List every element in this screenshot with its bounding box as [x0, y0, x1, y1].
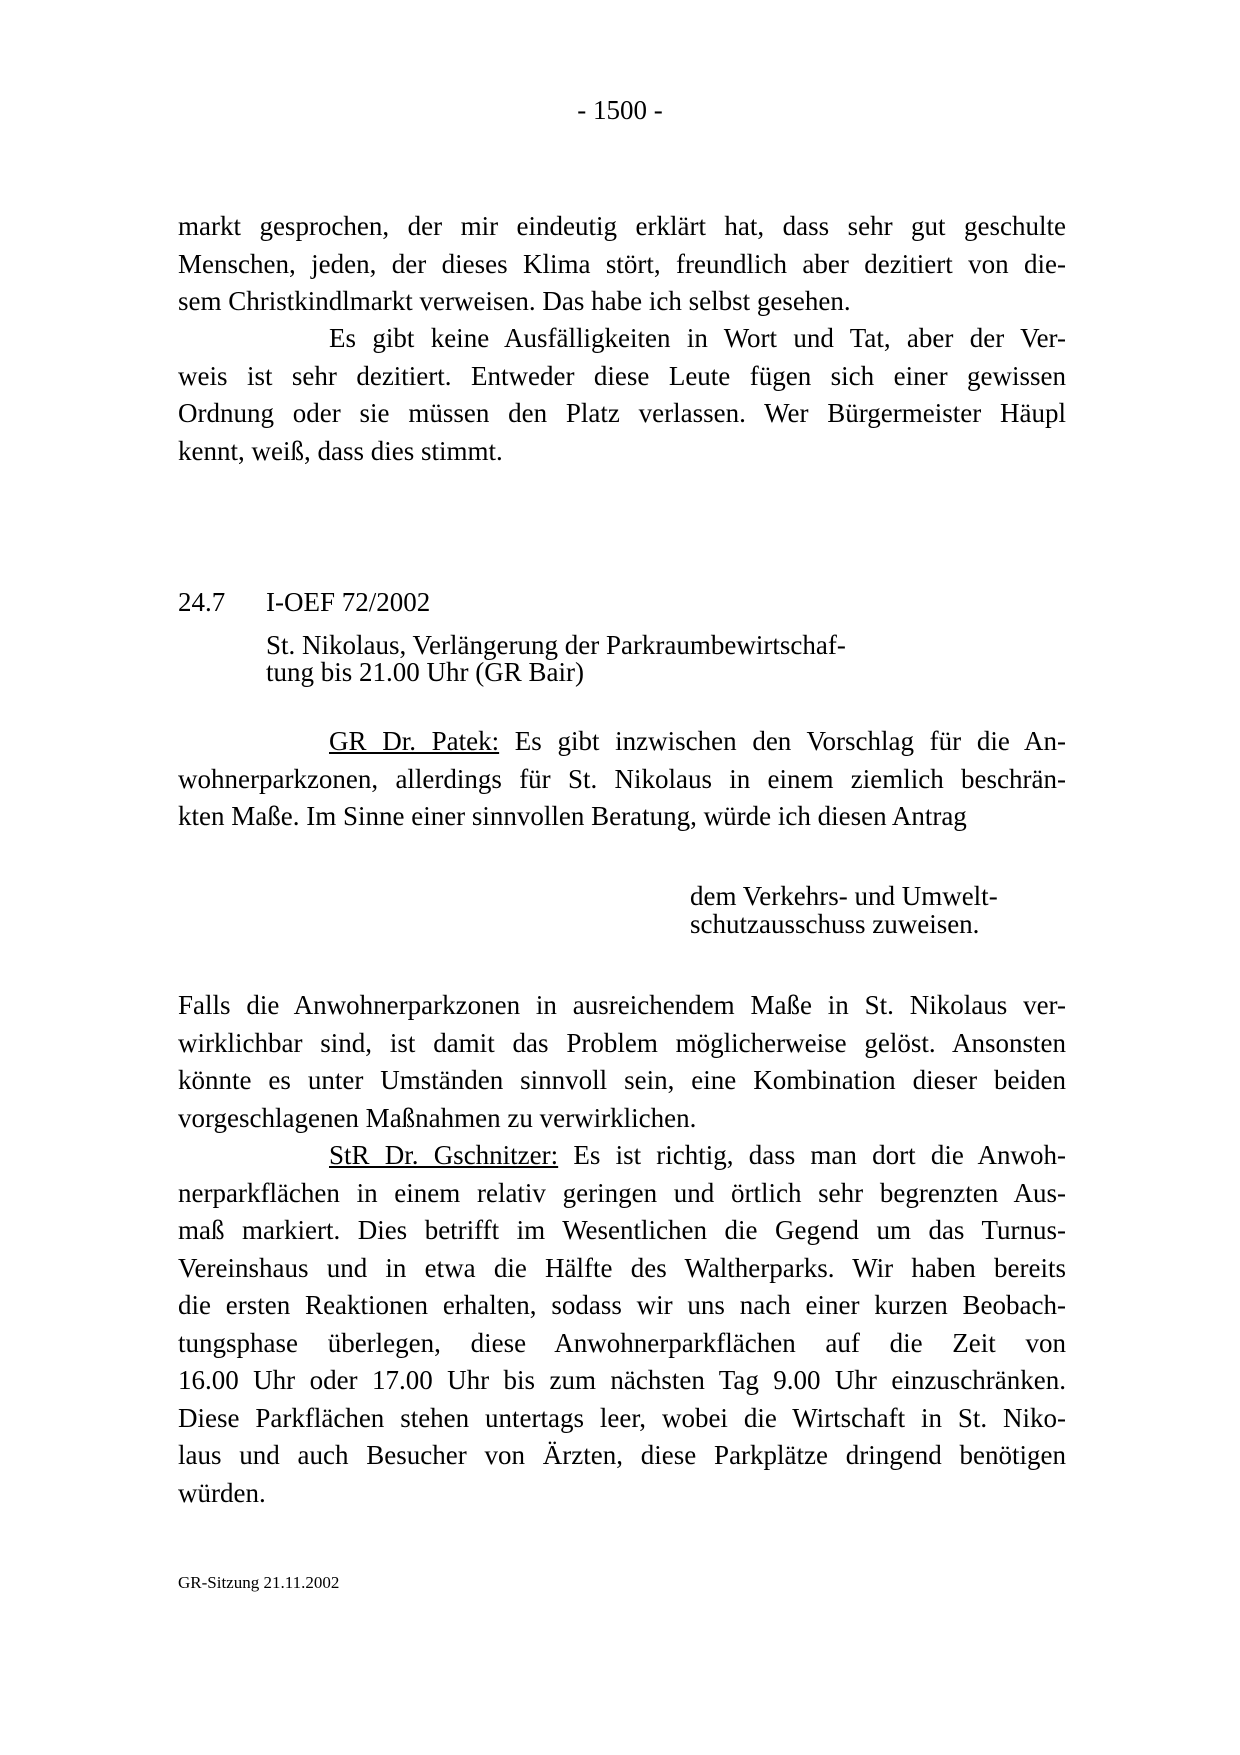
statement-text: Es gibt inzwischen den Vorschlag für die An- [499, 726, 1067, 756]
text-line: sem Christkindlmarkt verweisen. Das habe ich selbst gesehen. [178, 286, 851, 316]
text-line: Menschen, jeden, der dieses Klima stört, freundlich aber dezitiert von die- [178, 248, 1066, 279]
text-line: maß markiert. Dies betrifft im Wesentlichen die Gegend um das Turnus- [178, 1215, 1066, 1245]
text-line: Diese Parkflächen stehen untertags leer, wobei die Wirtschaft in St. Niko- [178, 1402, 1066, 1433]
speaker-name: StR Dr. Gschnitzer: [329, 1140, 559, 1170]
statement-gschnitzer [178, 1137, 1066, 1512]
motion-line: dem Verkehrs- und Umwelt- [690, 881, 998, 911]
title-line: St. Nikolaus, Verlängerung der Parkraumbewirtschaf- [266, 630, 846, 660]
agenda-item-number: 24.7 [178, 587, 226, 617]
text-line: laus und auch Besucher von Ärzten, diese Parkplätze dringend benötigen [178, 1440, 1066, 1470]
text-line: Vereinshaus und in etwa die Hälfte des Waltherparks. Wir haben bereits [178, 1252, 1066, 1283]
text-line: wirklichbar sind, ist damit das Problem möglicherweise gelöst. Ansonsten [178, 1027, 1066, 1058]
motion-line: schutzausschuss zuweisen. [690, 909, 980, 939]
text-line: Es gibt keine Ausfälligkeiten in Wort und Tat, aber der Ver- [329, 323, 1066, 353]
text-line: 16.00 Uhr oder 17.00 Uhr bis zum nächsten Tag 9.00 Uhr einzuschränken. [178, 1365, 1066, 1395]
text-line: Ordnung oder sie müssen den Platz verlassen. Wer Bürgermeister Häupl [178, 398, 1066, 428]
statement-patek [178, 723, 1066, 836]
speaker-name: GR Dr. Patek: [329, 726, 500, 756]
text-line: tungsphase überlegen, diese Anwohnerparkflächen auf die Zeit von [178, 1327, 1066, 1358]
text-line: könnte es unter Umständen sinnvoll sein, eine Kombination dieser beiden [178, 1065, 1066, 1095]
text-line: Falls die Anwohnerparkzonen in ausreichendem Maße in St. Nikolaus ver- [178, 990, 1066, 1020]
paragraph-1 [178, 208, 1066, 321]
agenda-item-title [266, 632, 846, 686]
text-line: die ersten Reaktionen erhalten, sodass wir uns nach einer kurzen Beobach- [178, 1290, 1066, 1320]
text-line [178, 723, 1066, 761]
text-line: markt gesprochen, der mir eindeutig erklärt hat, dass sehr gut geschulte [178, 211, 1066, 241]
title-line: tung bis 21.00 Uhr (GR Bair) [266, 657, 584, 687]
text-line [178, 1137, 1066, 1175]
page-number: - 1500 - [577, 95, 663, 125]
statement-text: Es ist richtig, dass man dort die Anwoh- [558, 1140, 1067, 1170]
text-line: nerparkflächen in einem relativ geringen und örtlich sehr begrenzten Aus- [178, 1177, 1066, 1208]
text-line: wohnerparkzonen, allerdings für St. Nikolaus in einem ziemlich beschrän- [178, 763, 1066, 794]
text-line: kten Maße. Im Sinne einer sinnvollen Beratung, würde ich diesen Antrag [178, 801, 967, 831]
paragraph-patek-continued [178, 987, 1066, 1137]
text-line: weis ist sehr dezitiert. Entweder diese Leute fügen sich einer gewissen [178, 360, 1066, 391]
paragraph-2 [178, 320, 1066, 470]
agenda-item-reference: I-OEF 72/2002 [266, 587, 431, 617]
text-line: vorgeschlagenen Maßnahmen zu verwirklichen. [178, 1102, 697, 1133]
text-line: würden. [178, 1477, 266, 1508]
footer-session-date: GR-Sitzung 21.11.2002 [178, 1573, 340, 1592]
motion-text [690, 882, 998, 938]
text-line: kennt, weiß, dass dies stimmt. [178, 435, 503, 466]
